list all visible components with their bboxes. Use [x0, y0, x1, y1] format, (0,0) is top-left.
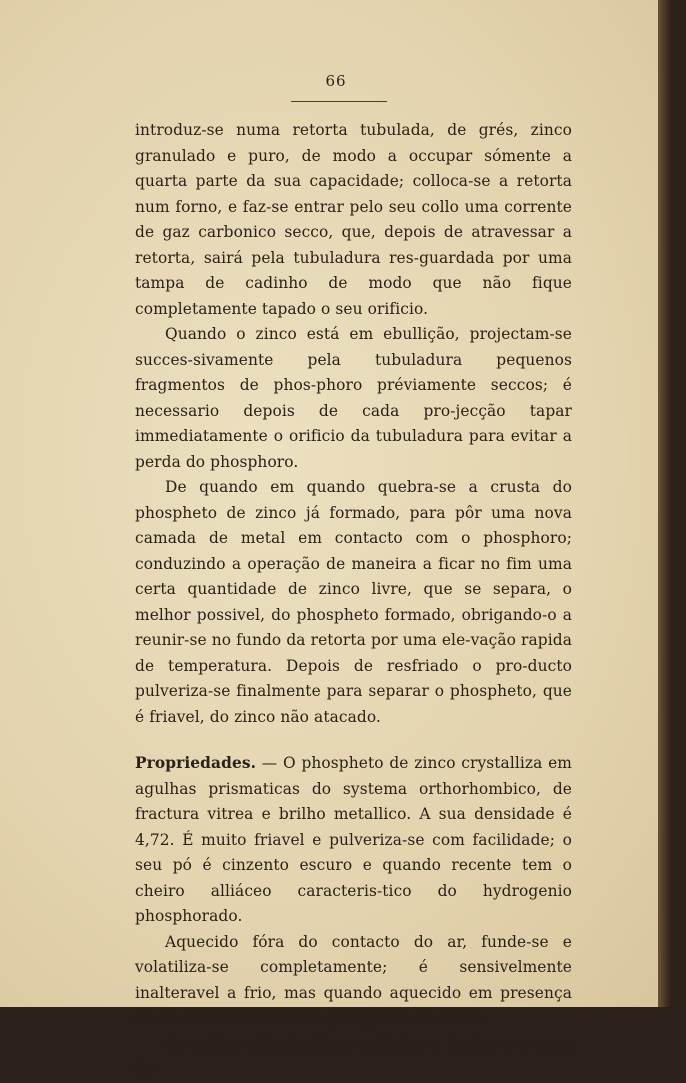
- section-heading: Propriedades.: [135, 754, 257, 772]
- paragraph-2: Quando o zinco está em ebullição, projectam-se succes-sivamente pela tubuladura pequenos fragmentos de phos-phoro préviamente seccos; é necessario depois de cada pro-jecção tapar immediatamente o orificio da tubuladura para evitar a perda do phosphoro.: [135, 325, 572, 471]
- paragraph-properties-text: — O phospheto de zinco crystalliza em agulhas prismaticas do systema orthorhombico, de fractura vitrea e brilho metallico. A sua densidade é 4,72. É muito friavel e pulveriza-se com facilidade; o seu pó é cinzento escuro e quando recente tem o cheiro alliáceo caracteris-tico do hydrogenio phosphorado.: [135, 754, 572, 925]
- page-edge-shadow: [658, 0, 672, 1007]
- paragraph-6: Os acidos chlorhydrico, sulfurico e lactico e a agua de-: [135, 1034, 572, 1078]
- page-number: 66: [325, 72, 347, 90]
- paragraph-1: introduz-se numa retorta tubulada, de grés, zinco granulado e puro, de modo a occupar sómente a quarta parte da sua capacidade; colloca-se a retorta num forno, e faz-se entrar pelo seu collo uma corrente de gaz carbonico secco, que, depois de atravessar a retorta, sairá pela tubuladura res-guardada por uma tampa de cadinho de modo que não fique completamente tapado o seu orificio.: [135, 121, 572, 318]
- body-text: [135, 118, 572, 1083]
- header-rule: [291, 101, 387, 102]
- paragraph-properties: [135, 751, 572, 930]
- paragraph-5: Aquecido fóra do contacto do ar, funde-se e volatiliza-se completamente; é sensivelmente inalteravel a frio, mas quando aquecido em presença do ar, transforma-se em phosphato de zinco.: [135, 932, 572, 1027]
- paragraph-3: De quando em quando quebra-se a crusta do phospheto de zinco já formado, para pôr uma nova camada de metal em contacto com o phosphoro; conduzindo a operação de maneira a ficar no fim uma certa quantidade de zinco livre, que se separa, o melhor possivel, do phospheto formado, obrigando-o a reunir-se no fundo da retorta por uma ele-vação rapida de temperatura. Depois de resfriado o pro-ducto pulveriza-se finalmente para separar o phospheto, que é friavel, do zinco não atacado.: [135, 478, 572, 726]
